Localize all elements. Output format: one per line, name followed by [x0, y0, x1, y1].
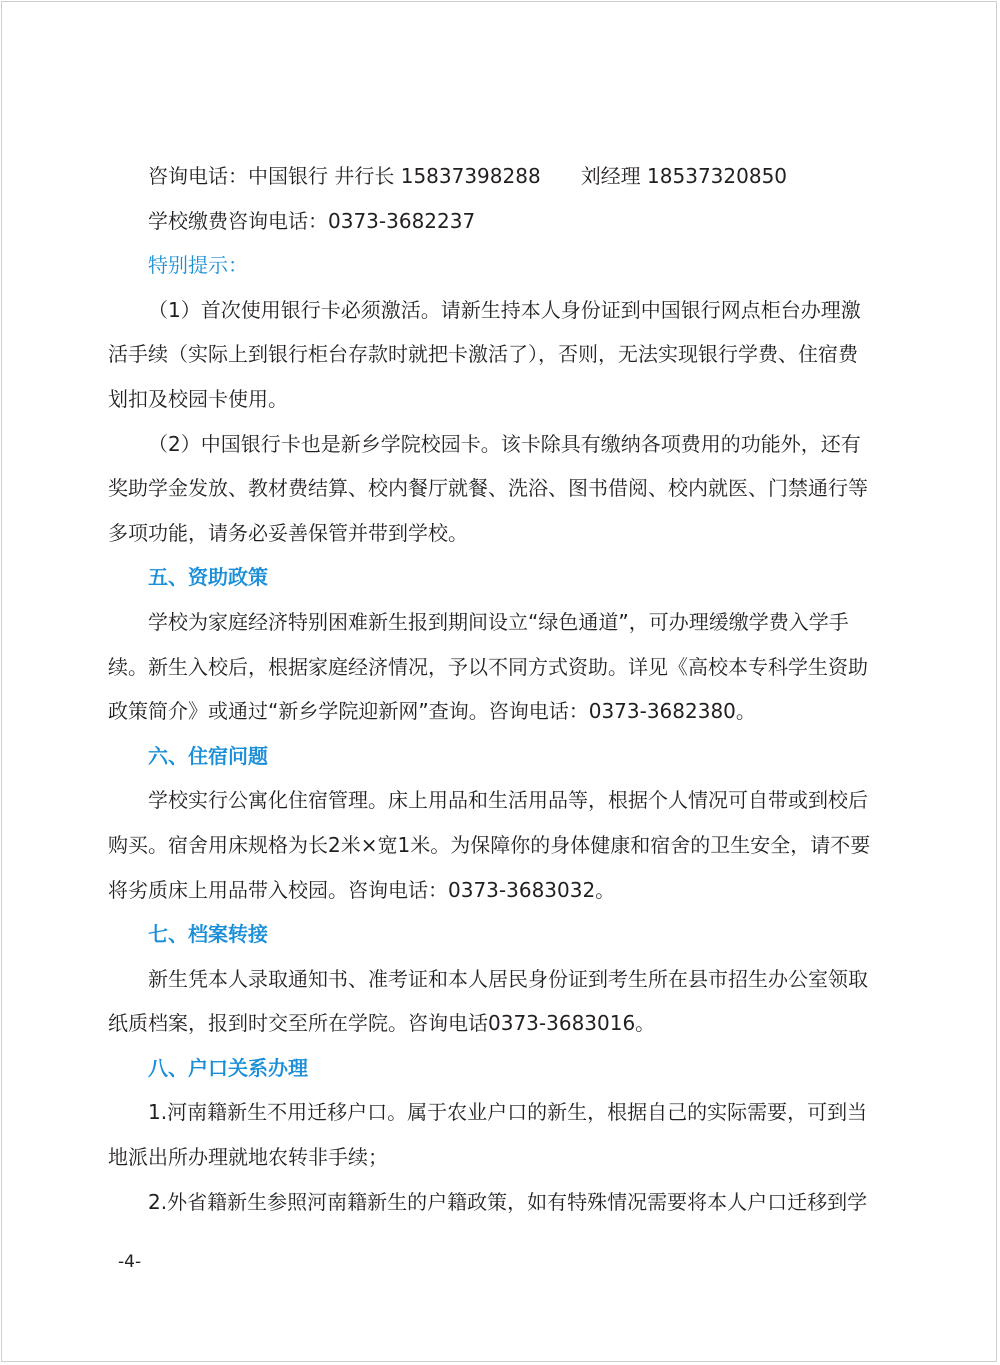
household-registration-line: 2.外省籍新生参照河南籍新生的户籍政策，如有特殊情况需要将本人户口迁移到学	[148, 1189, 868, 1214]
special-notice-item1-line: 活手续（实际上到银行柜台存款时就把卡激活了），否则，无法实现银行学费、住宿费	[108, 342, 858, 367]
section-heading-financial-aid: 五、资助政策	[148, 565, 268, 590]
financial-aid-line: 政策简介》或通过“新乡学院迎新网”查询。咨询电话：0373-3682380。	[108, 699, 756, 724]
special-notice-item2-line: 奖助学金发放、教材费结算、校内餐厅就餐、洗浴、图书借阅、校内就医、门禁通行等	[108, 476, 868, 501]
special-notice-item1-line: （1）首次使用银行卡必须激活。请新生持本人身份证到中国银行网点柜台办理激	[148, 297, 861, 322]
financial-aid-line: 续。新生入校后，根据家庭经济情况，予以不同方式资助。详见《高校本专科学生资助	[108, 654, 868, 679]
document-body	[108, 154, 908, 1224]
special-notice-title: 特别提示：	[148, 253, 248, 278]
bank-contact-line	[108, 154, 908, 199]
special-notice-item2-line: （2）中国银行卡也是新乡学院校园卡。该卡除具有缴纳各项费用的功能外，还有	[148, 431, 861, 456]
school-fee-contact-line: 学校缴费咨询电话：0373-3682237	[148, 208, 476, 233]
bank-contact-right: 刘经理 18537320850	[580, 164, 788, 188]
household-registration-line: 1.河南籍新生不用迁移户口。属于农业户口的新生，根据自己的实际需要，可到当	[148, 1100, 868, 1125]
special-notice-item1-line: 划扣及校园卡使用。	[108, 386, 288, 411]
section-heading-archive-transfer: 七、档案转接	[148, 922, 268, 947]
accommodation-line: 学校实行公寓化住宿管理。床上用品和生活用品等，根据个人情况可自带或到校后	[148, 788, 868, 813]
bank-contact-left: 咨询电话：中国银行 井行长 15837398288	[148, 164, 541, 188]
page-number: -4-	[118, 1252, 142, 1272]
accommodation-line: 购买。宿舍用床规格为长2米×宽1米。为保障你的身体健康和宿舍的卫生安全，请不要	[108, 832, 871, 857]
financial-aid-line: 学校为家庭经济特别困难新生报到期间设立“绿色通道”，可办理缓缴学费入学手	[148, 609, 849, 634]
archive-transfer-line: 纸质档案，报到时交至所在学院。咨询电话0373-3683016。	[108, 1011, 656, 1036]
archive-transfer-line: 新生凭本人录取通知书、准考证和本人居民身份证到考生所在县市招生办公室领取	[148, 966, 868, 991]
section-heading-accommodation: 六、住宿问题	[148, 743, 268, 768]
section-heading-household-registration: 八、户口关系办理	[148, 1055, 308, 1080]
accommodation-line: 将劣质床上用品带入校园。咨询电话：0373-3683032。	[108, 877, 616, 902]
special-notice-item2-line: 多项功能，请务必妥善保管并带到学校。	[108, 520, 468, 545]
household-registration-line: 地派出所办理就地农转非手续；	[108, 1145, 388, 1170]
